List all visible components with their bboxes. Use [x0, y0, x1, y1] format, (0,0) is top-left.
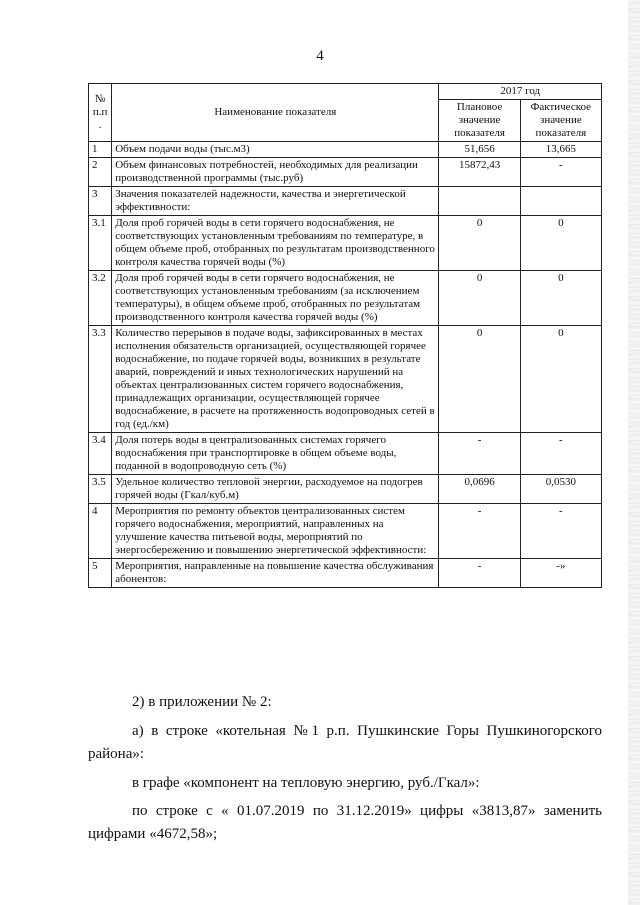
row-fact [520, 187, 601, 216]
row-name: Мероприятия, направленные на повышение качества обслуживания абонентов: [112, 559, 439, 588]
scan-edge [628, 0, 640, 905]
row-num: 3.5 [89, 475, 112, 504]
row-plan: - [439, 433, 520, 475]
row-num: 3 [89, 187, 112, 216]
header-name: Наименование показателя [112, 84, 439, 142]
row-plan: - [439, 504, 520, 559]
row-num: 4 [89, 504, 112, 559]
row-name: Удельное количество тепловой энергии, расходуемое на подогрев горячей воды (Гкал/куб.м) [112, 475, 439, 504]
row-fact: - [520, 158, 601, 187]
row-plan: 51,656 [439, 142, 520, 158]
table-row [89, 559, 602, 588]
table-row [89, 433, 602, 475]
row-num: 2 [89, 158, 112, 187]
table-row [89, 187, 602, 216]
row-plan: 0 [439, 271, 520, 326]
row-fact: - [520, 433, 601, 475]
table-row [89, 216, 602, 271]
row-name: Количество перерывов в подаче воды, зафиксированных в местах исполнения обязательств организацией, осуществляющей горячее водоснабжение, по подаче горячей воды, возникших в результате аварий, повреждений и иных технологических нарушений на объектах централизованных систем горячего водоснабжения, принадлежащих организации, осуществляющей горячее водоснабжение, в расчете на протяженность водопроводных сетей в год (ед./км) [112, 326, 439, 433]
row-fact: 0,0530 [520, 475, 601, 504]
paragraph-replace-values: по строке с « 01.07.2019 по 31.12.2019» цифры «3813,87» заменить цифрами «4672,58»; [88, 803, 602, 842]
header-plan: Плановое значение показателя [439, 100, 520, 142]
header-num: № п.п . [89, 84, 112, 142]
table-row [89, 142, 602, 158]
paragraph-appendix-2: 2) в приложении № 2: [132, 694, 272, 710]
row-name: Объем финансовых потребностей, необходимых для реализации производственной программы (тыс.руб) [112, 158, 439, 187]
indicators-table [88, 83, 602, 588]
row-fact: -» [520, 559, 601, 588]
row-num: 3.3 [89, 326, 112, 433]
row-num: 3.2 [89, 271, 112, 326]
table-row [89, 326, 602, 433]
row-num: 5 [89, 559, 112, 588]
row-name: Доля проб горячей воды в сети горячего водоснабжения, не соответствующих установленным требованиям по температуре, в общем объеме проб, отобранных по результатам производственного контроля качества горячей воды (%) [112, 216, 439, 271]
table-row [89, 158, 602, 187]
row-fact: 0 [520, 271, 601, 326]
page-number: 4 [316, 48, 324, 64]
row-name: Доля потерь воды в централизованных системах горячего водоснабжения при транспортировке в общем объеме воды, поданной в водопроводную сеть (%) [112, 433, 439, 475]
paragraph-boiler-row: а) в строке «котельная №1 р.п. Пушкинские Горы Пушкиногорского района»: [88, 723, 602, 762]
row-fact: - [520, 504, 601, 559]
paragraph-column: в графе «компонент на тепловую энергию, руб./Гкал»: [132, 775, 480, 791]
row-plan: 15872,43 [439, 158, 520, 187]
row-name: Значения показателей надежности, качества и энергетической эффективности: [112, 187, 439, 216]
row-plan: 0 [439, 326, 520, 433]
table-row [89, 271, 602, 326]
row-num: 3.4 [89, 433, 112, 475]
header-fact: Фактическое значение показателя [520, 100, 601, 142]
row-fact: 0 [520, 216, 601, 271]
row-plan: 0 [439, 216, 520, 271]
row-name: Мероприятия по ремонту объектов централизованных систем горячего водоснабжения, мероприятий, направленных на улучшение качества питьевой воды, мероприятий по энергосбережению и повышению энергетической эффективности: [112, 504, 439, 559]
table-row [89, 475, 602, 504]
row-plan: - [439, 559, 520, 588]
row-num: 1 [89, 142, 112, 158]
row-fact: 13,665 [520, 142, 601, 158]
row-fact: 0 [520, 326, 601, 433]
row-plan [439, 187, 520, 216]
row-name: Объем подачи воды (тыс.м3) [112, 142, 439, 158]
header-year: 2017 год [439, 84, 602, 100]
row-plan: 0,0696 [439, 475, 520, 504]
table-row [89, 504, 602, 559]
row-num: 3.1 [89, 216, 112, 271]
row-name: Доля проб горячей воды в сети горячего водоснабжения, не соответствующих установленным требованиям (за исключением температуры), в общем объеме проб, отобранных по результатам производственного контроля качества горячей воды (%) [112, 271, 439, 326]
